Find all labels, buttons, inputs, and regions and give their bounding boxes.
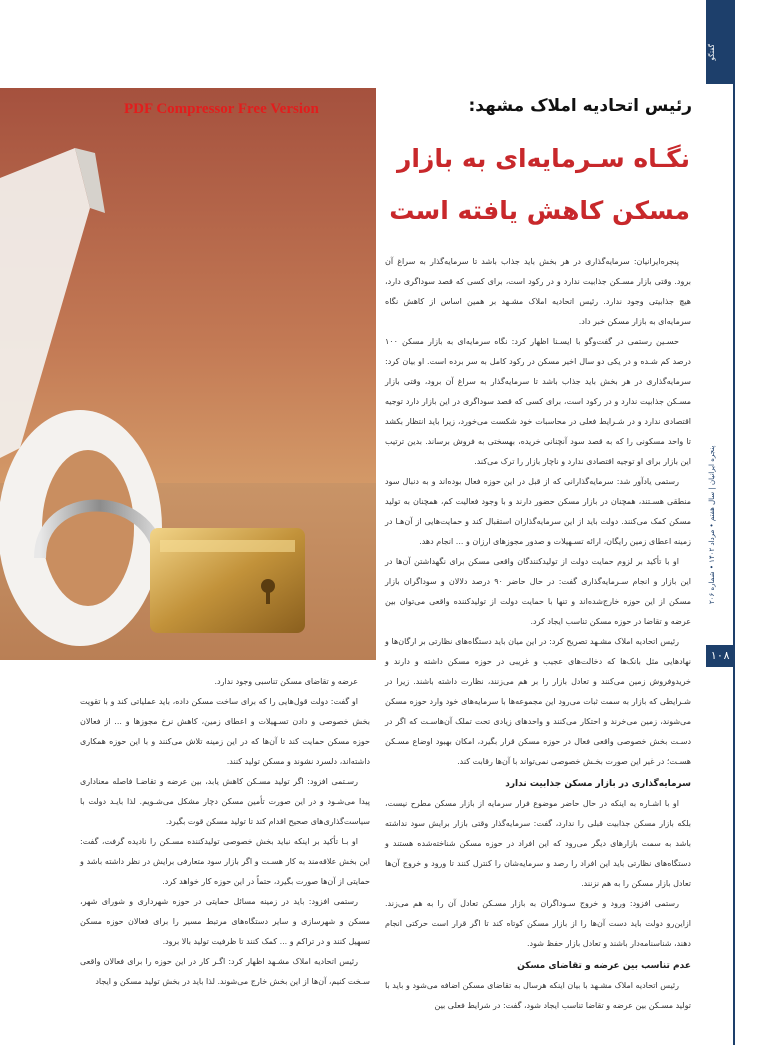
paragraph: رسـتمی افزود: اگر تولید مسـکن کاهش یابد، بین عرضه و تقاضـا فاصله معناداری پیدا می‌شـود و در این صورت تأمین مسکن دچار مشکل می‌شـویم. لذا بایـد دولت با سیاست‌گذاری‌های صحیح اقدام کند تا تولید مسکن قوت بگیرد. [80, 777, 370, 826]
paragraph: رئیس اتحادیه املاک مشـهد تصریح کرد: در این میان باید دستگاه‌های نظارتی بر ارگان‌ها و نهادهایی مثل بانک‌ها که دخالت‌های عجیب و غریبی در حوزه مسکن داشته و دارند و خریدوفروش زمین می‌کنند و تعادل بازار را بر هم می‌زنند، نظارت داشته باشند. زیرا در شـرایطی که بازار به سمت ثبات می‌رود این مجموعه‌ها با سرمایه‌های خود وارد حوزه مسکن می‌شوند، زمین می‌خرند و احتکار می‌کنند و واحدهای زیادی تحت تملک آن‌هاسـت که اگر در دسـت بخش خصوصی واقعی فعال در حوزه مسکن قرار بگیرد، امکان بهبود اوضاع مسـکن هسـت؛ در غیر این صورت بخـش خصوصی نمی‌تواند با آن‌ها رقابت کند. [385, 637, 691, 766]
title-line2: مسکن کاهش یافته است [389, 196, 690, 225]
watermark: PDF Compressor Free Version [124, 101, 319, 117]
title-line1: نگـاه سـرمایه‌ای به بازار [397, 144, 690, 173]
paragraph: رئیس اتحادیه املاک مشـهد اظهار کرد: اگـر کار در این حوزه را برای فعالان واقعی سـخت کنیم، آن‌ها از این بخش خارج می‌شوند. لذا باید در بخش تولید مسکن و ایجاد [80, 957, 370, 986]
paragraph: حسـین رستمی در گفت‌وگو با ایسـنا اظهار کرد: نگاه سرمایه‌ای به بازار مسکن ۱۰۰ درصد کم شـده و در یکی دو سال اخیر مسکن در رکود کامل به سر برده است. او بیان کرد: سرمایه‌گذاری در هر بخش باید جذاب باشد تا سرمایه‌گذار به سراغ آن برود، وقتی بازار مسـکن جذابیت ندارد و در رکود است، برای کسی که قصد سوداگری در این بازار دارد توجیه اقتصادی ندارد و در شـرایط فعلی در محاسبات خود شکست می‌خورد، زیرا باید انتظار بکشد تا واحد مسکونی را که به قصد سود آنچنانی خریده، بهسختی به فروش برساند. بدین ترتیب این بازار برای او توجیه اقتصادی ندارد و ناچار بازار را ترک می‌کند. [385, 337, 691, 466]
padlock-percent-image [0, 88, 376, 660]
paragraph: رئیس اتحادیه املاک مشـهد با بیان اینکه هرسال به تقاضای مسکن اضافه می‌شود و باید با تولید مسـکن بین عرضه و تقاضا تناسب ایجاد شود، گفت: در شرایط فعلی بین [385, 981, 691, 1010]
subheading: عدم تناسب بین عرضه و تقاضای مسکن [517, 961, 691, 971]
magazine-line: پنجره ایرانیان | سال هفتم • مرداد ۱۴۰۲ • شماره ۲۰۶ [708, 445, 716, 605]
paragraph: عرضه و تقاضای مسکن تناسبی وجود ندارد. [214, 677, 358, 686]
right-column [385, 252, 691, 1016]
paragraph: او گفت: دولت قول‌هایی را که برای ساخت مسکن داده، باید عملیاتی کند و با تقویت بخش خصوصی و دادن تسـهیلات و اعطای زمین، کاهش نرخ مجوزها و ... از فعالان حوزه مسکن حمایت کند تا آن‌ها که در این زمینه تلاش می‌کنند و با این حوزه همکاری داشته‌اند، دلسرد نشوند و مسکن تولید کنند. [80, 697, 370, 766]
paragraph: رستمی افزود: ورود و خروج سـوداگران به بازار مسـکن تعادل آن را به هم می‌زند. ازاین‌رو دولت باید دست آن‌ها را از بازار مسکن کوتاه کند تا اگر قرار است حرکتی انجام دهند، شناسنامه‌دار باشند و تعادل بازار حفظ شود. [385, 899, 691, 948]
paragraph: رستمی یادآور شد: سرمایه‌گذارانی که از قبل در این حوزه فعال بوده‌اند و به دنبال سود منطقی هسـتند، همچنان در بازار مسکن حضور دارند و با وجود فعالیت کم، همچنان به تولید مسکن کمک می‌کنند. دولت باید از این سرمایه‌گذاران استقبال کند و حمایت‌هایی از آن‌هـا در زمینه اعطای زمین رایگان، ارائه تسـهیلات و صدور مجوزهای ارزان و ... انجام دهد. [385, 477, 691, 546]
section-label: گفتگو [708, 44, 716, 61]
article-photo [0, 88, 376, 660]
paragraph: پنجره‌ایرانیان: سرمایه‌گذاری در هر بخش باید جذاب باشد تا سرمایه‌گذار به سراغ آن برود. وقتی بازار مسـکن جذابیت ندارد و در رکود است، برای کسی که قصد سوداگری دارد، هیچ جذابیتی وجود ندارد. رئیس اتحادیه املاک مشـهد بر همین اساس از کاهش نگاه سرمایه‌ای به بازار مسکن خبر داد. [385, 257, 691, 326]
section-tab [706, 0, 734, 84]
side-rule [733, 0, 735, 1045]
left-column [80, 672, 370, 992]
paragraph: او بـا تأکید بر اینکه نباید بخش خصوصی تولیدکننده مسـکن را نادیده گرفت، گفت: این بخش علاقه‌مند به کار هسـت و اگر بازار سود متعارفی برایش در نظر داشته باشد و حمایتی از آن‌ها صورت بگیرد، حتماً در این حوزه کار خواهد کرد. [80, 837, 370, 886]
page-number: ۱۰۸ [706, 645, 734, 667]
subheading: سرمایه‌گذاری در بازار مسکن جذابیت ندارد [505, 779, 691, 789]
paragraph: رستمی افزود: باید در زمینه مسائل حمایتی در حوزه شهرداری و شورای شهر، مسکن و شهرسازی و سایر دستگاه‌های مرتبط مسیر را برای فعالان حوزه مسکن تسهیل کنند و در تراکم و ... کمک کنند تا ظرفیت تولید بالا برود. [80, 897, 370, 946]
kicker: رئیس اتحادیه املاک مشهد: [468, 96, 692, 116]
paragraph: او با اشـاره به اینکه در حال حاضر موضوع فرار سرمایه از بازار مسکن مطرح نیست، بلکه بازار مسکن جذابیت قبلی را ندارد، گفت: سرمایه‌گذار وقتی بازار برایش سود نداشته باشد به سمت بازارهای دیگر می‌رود که این افراد در حوزه مسکن شناخته‌شده هستند و دستگاه‌های نظارتی باید این افراد را رصد و سرمایه‌شان را کنترل کنند تا ورود و خروج آن‌ها تعادل بازار مسکن را به هم نزنند. [385, 799, 691, 888]
paragraph: او با تأکید بر لزوم حمایت دولت از تولیدکنندگان واقعی مسکن برای نگهداشتن آن‌ها در این بازار و انجام سـرمایه‌گذاری گفت: در حال حاضر ۹۰ درصد دلالان و سوداگران بازار مسکن از این حوزه خارج‌شده‌اند و تنها با حمایت دولت از تولیدکننده واقعی می‌توان بین عرضه و تقاضا در حوزه مسکن تناسب ایجاد کرد. [385, 557, 692, 626]
